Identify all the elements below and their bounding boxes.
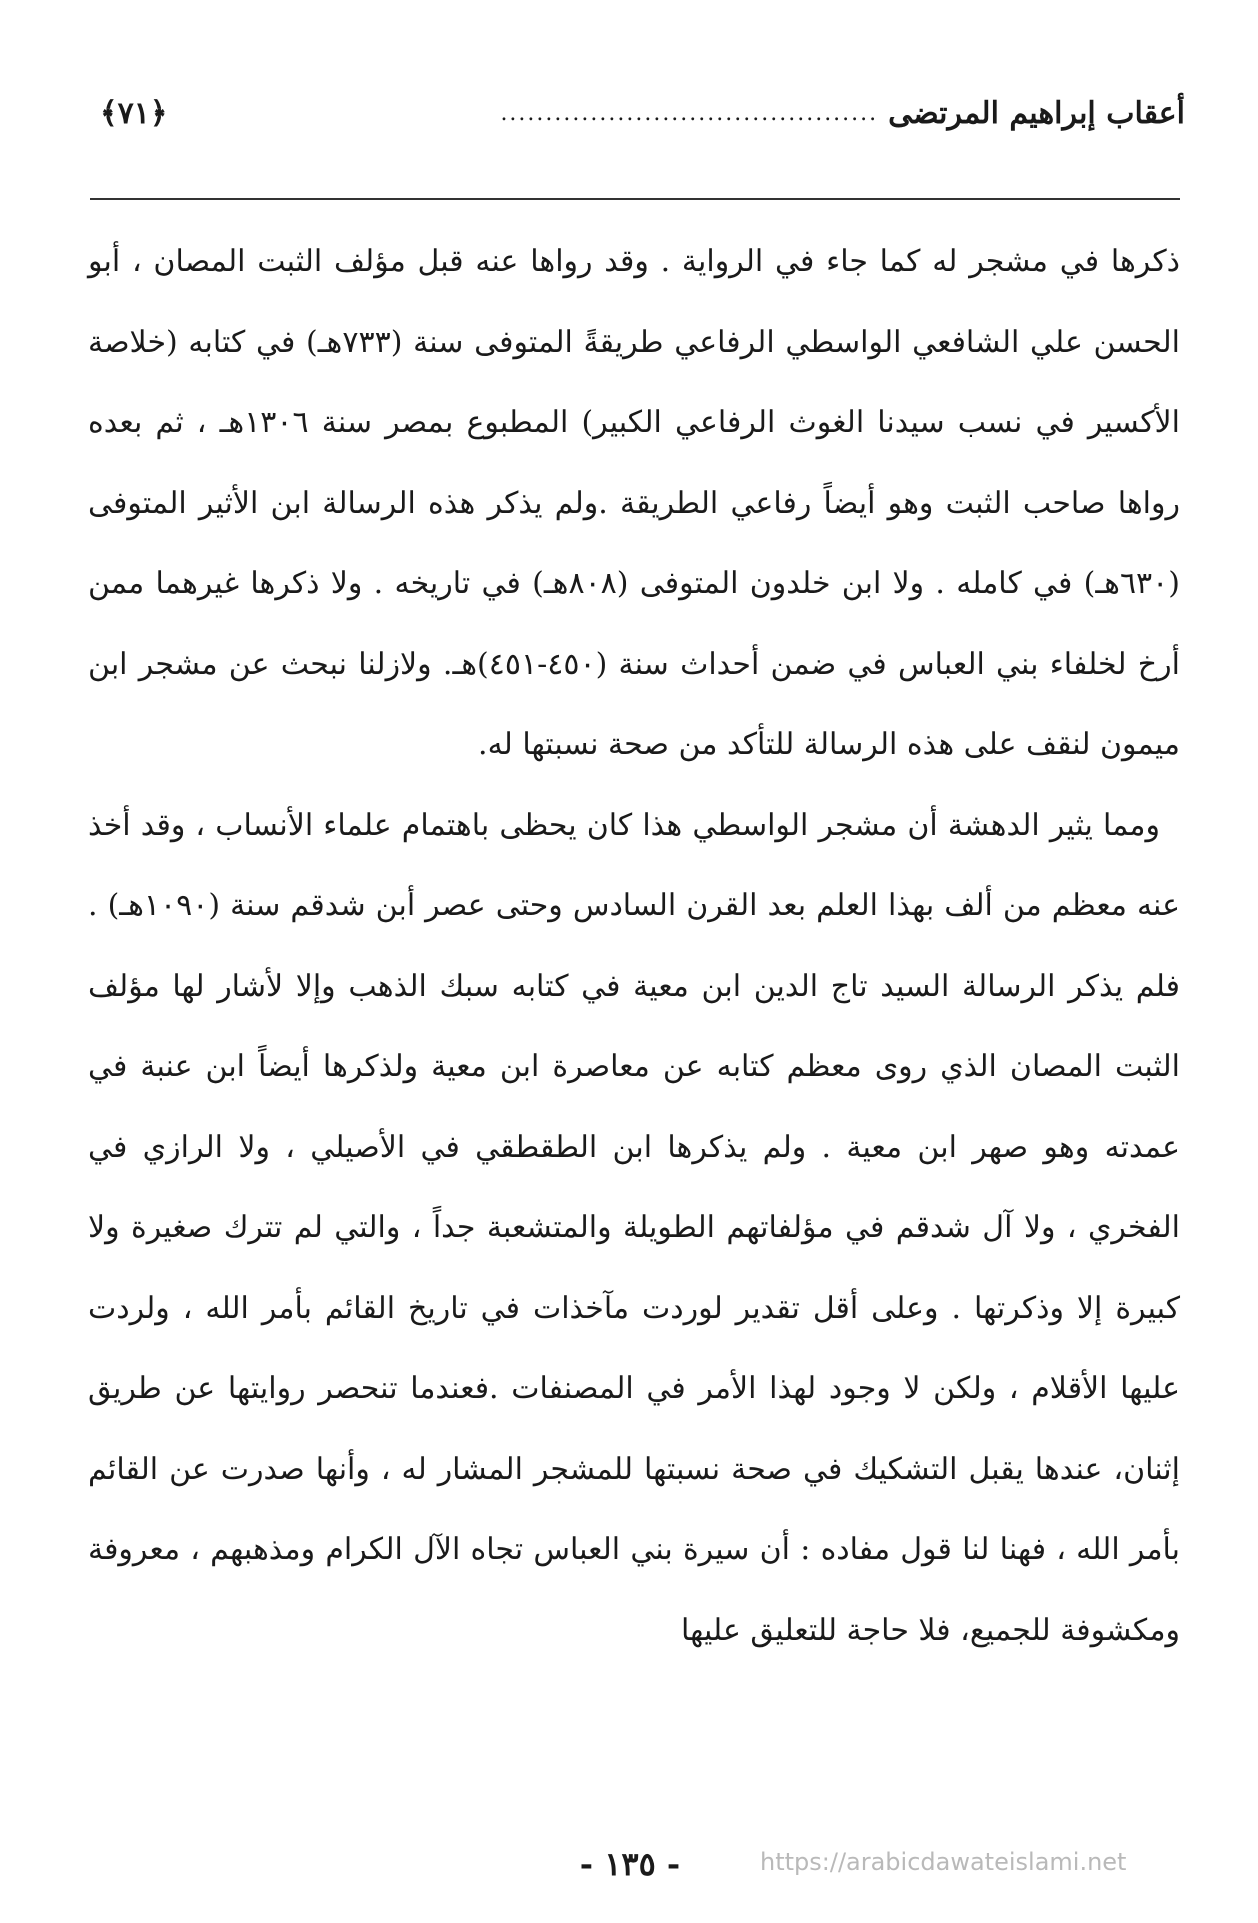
footer-page-number: - ١٣٥ - — [579, 1845, 681, 1883]
running-header — [100, 88, 1185, 138]
watermark-url: https://arabicdawateislami.net — [760, 1848, 1127, 1876]
header-page-number: ﴿٧١﴾ — [100, 95, 168, 131]
page-body — [88, 222, 1180, 1671]
header-leader-dots: .......................................... — [500, 100, 879, 126]
header-title: أعقاب إبراهيم المرتضى — [888, 95, 1185, 131]
header-divider — [90, 198, 1180, 200]
paragraph: ومما يثير الدهشة أن مشجر الواسطي هذا كان يحظى باهتمام علماء الأنساب ، وقد أخذ عنه معظم من ألف بهذا العلم بعد القرن السادس وحتى عصر أبن شدقم سنة (١٠٩٠هـ) . فلم يذكر الرسالة السيد تاج الدين ابن معية في كتابه سبك الذهب وإلا لأشار لها مؤلف الثبت المصان الذي روى معظم كتابه عن معاصرة ابن معية ولذكرها أيضاً ابن عنبة في عمدته وهو صهر ابن معية . ولم يذكرها ابن الطقطقي في الأصيلي ، ولا الرازي في الفخري ، ولا آل شدقم في مؤلفاتهم الطويلة والمتشعبة جداً ، والتي لم تترك صغيرة ولا كبيرة إلا وذكرتها . وعلى أقل تقدير لوردت مآخذات في تاريخ القائم بأمر الله ، ولردت عليها الأقلام ، ولكن لا وجود لهذا الأمر في المصنفات .فعندما تنحصر روايتها عن طريق إثنان، عندها يقبل التشكيك في صحة نسبتها للمشجر المشار له ، وأنها صدرت عن القائم بأمر الله ، فهنا لنا قول مفاده : أن سيرة بني العباس تجاه الآل الكرام ومذهبهم ، معروفة ومكشوفة للجميع، فلا حاجة للتعليق عليها — [88, 807, 1180, 1648]
paragraph: ذكرها في مشجر له كما جاء في الرواية . وقد رواها عنه قبل مؤلف الثبت المصان ، أبو الحسن علي الشافعي الواسطي الرفاعي طريقةً المتوفى سنة (٧٣٣هـ) في كتابه (خلاصة الأكسير في نسب سيدنا الغوث الرفاعي الكبير) المطبوع بمصر سنة ١٣٠٦هـ ، ثم بعده رواها صاحب الثبت وهو أيضاً رفاعي الطريقة .ولم يذكر هذه الرسالة ابن الأثير المتوفى (٦٣٠هـ) في كامله . ولا ابن خلدون المتوفى (٨٠٨هـ) في تاريخه . ولا ذكرها غيرهما ممن أرخ لخلفاء بني العباس في ضمن أحداث سنة (٤٥٠-٤٥١)هـ. ولازلنا نبحث عن مشجر ابن ميمون لنقف على هذه الرسالة للتأكد من صحة نسبتها له. — [88, 244, 1180, 762]
